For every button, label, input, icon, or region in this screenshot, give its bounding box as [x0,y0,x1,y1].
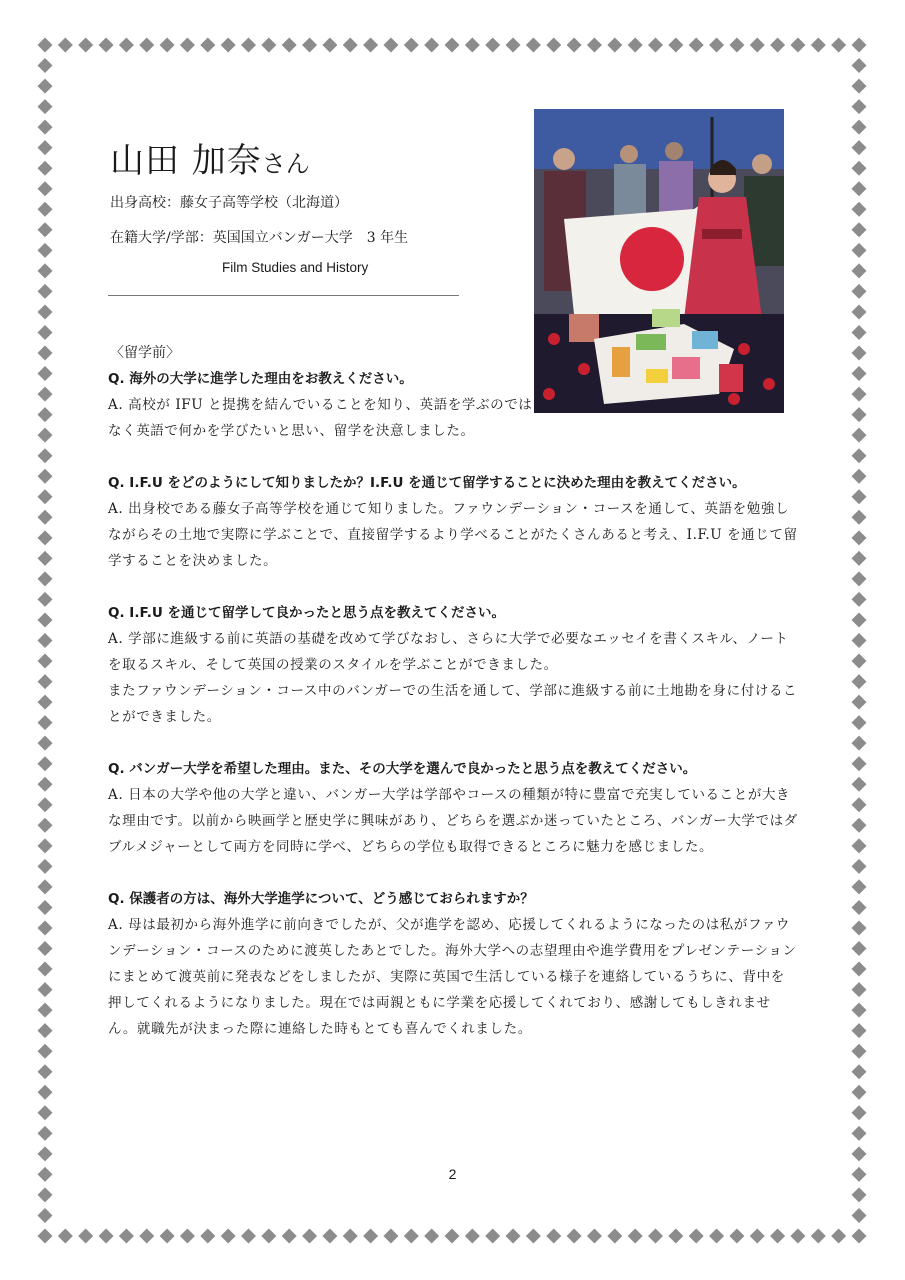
border-diamond [852,941,867,956]
border-diamond [38,222,53,237]
border-diamond [58,1229,73,1244]
border-diamond [852,161,867,176]
question-text: Q. 海外の大学に進学した理由をお教えください。 [108,371,413,387]
question-text: Q. I.F.U をどのようにして知りましたか？I.F.U を通じて留学することに決めた理由を教えてください。 [108,475,746,491]
border-diamond [424,38,439,53]
border-diamond [38,797,53,812]
question-text: Q. 保護者の方は、海外大学進学について、どう感じておられますか？ [108,891,534,907]
border-diamond [261,1229,276,1244]
border-diamond [852,838,867,853]
border-diamond [852,120,867,135]
border-diamond [852,428,867,443]
border-diamond [852,1003,867,1018]
border-diamond [668,38,683,53]
border-diamond [38,1064,53,1079]
border-diamond [38,387,53,402]
border-diamond [38,1003,53,1018]
border-diamond [241,38,256,53]
border-diamond [445,38,460,53]
border-diamond [38,838,53,853]
border-diamond [160,38,175,53]
border-diamond [343,1229,358,1244]
border-diamond [852,1044,867,1059]
border-diamond [852,1023,867,1038]
border-diamond [38,612,53,627]
border-diamond [38,1229,53,1244]
border-diamond [38,38,53,53]
answer-text-continued: またファウンデーション・コース中のバンガーでの生活を通して、学部に進級する前に土地勘を身に付けることができました。 [108,683,798,725]
border-diamond [852,407,867,422]
border-diamond [852,654,867,669]
interviewee-name-suffix: さん [261,150,310,178]
border-diamond [119,38,134,53]
border-diamond [852,962,867,977]
border-diamond [119,1229,134,1244]
border-diamond [38,99,53,114]
border-diamond [78,38,93,53]
border-diamond [322,38,337,53]
border-diamond [99,1229,114,1244]
border-diamond [852,448,867,463]
border-diamond [852,920,867,935]
border-diamond [852,325,867,340]
border-diamond [852,879,867,894]
border-diamond [770,38,785,53]
border-diamond [790,1229,805,1244]
border-diamond [852,1187,867,1202]
border-diamond [404,1229,419,1244]
answer-text: A. 出身校である藤女子高等学校を通じて知りました。ファウンデーション・コースを通して、英語を勉強しながらその土地で実際に学ぶことで、直接留学するより学べることがたくさんあると考え、I.F.U を通じて留学することを決めました。 [108,501,798,569]
border-diamond [852,366,867,381]
border-diamond [282,1229,297,1244]
border-diamond [200,38,215,53]
border-diamond [852,222,867,237]
border-diamond [852,1208,867,1223]
border-diamond [282,38,297,53]
border-diamond [831,38,846,53]
border-diamond [546,1229,561,1244]
border-diamond [567,1229,582,1244]
border-diamond [607,1229,622,1244]
border-diamond [180,38,195,53]
border-diamond [852,1105,867,1120]
border-diamond [852,530,867,545]
border-diamond [852,99,867,114]
border-diamond [852,859,867,874]
border-diamond [38,920,53,935]
border-diamond [363,38,378,53]
border-diamond [852,736,867,751]
border-diamond [38,592,53,607]
border-diamond [526,38,541,53]
border-diamond [38,161,53,176]
border-diamond [38,1085,53,1100]
border-diamond [38,695,53,710]
border-diamond [383,38,398,53]
border-diamond [852,818,867,833]
border-diamond [38,962,53,977]
border-diamond [852,571,867,586]
answer-text: A. 学部に進級する前に英語の基礎を改めて学びなおし、さらに大学で必要なエッセイを書くスキル、ノートを取るスキル、そして英国の授業のスタイルを学ぶことができました。 [108,631,789,673]
border-diamond [852,1146,867,1161]
border-diamond [852,1126,867,1141]
border-diamond [648,38,663,53]
border-diamond [38,325,53,340]
border-diamond [343,38,358,53]
border-diamond [139,1229,154,1244]
qa-item [108,600,798,730]
border-diamond [139,38,154,53]
border-diamond [38,736,53,751]
border-diamond [852,633,867,648]
profile-course: Film Studies and History [222,260,369,275]
border-diamond [38,571,53,586]
qa-item [108,756,798,860]
border-diamond [38,284,53,299]
border-diamond [38,715,53,730]
border-diamond [38,1187,53,1202]
border-diamond [506,1229,521,1244]
border-diamond [750,1229,765,1244]
answer-text: A. 高校が IFU と提携を結んでいることを知り、英語を学ぶのではなく英語で何かを学びたいと思い、留学を決意しました。 [108,397,533,439]
border-diamond [78,1229,93,1244]
border-diamond [38,120,53,135]
border-diamond [628,38,643,53]
border-diamond [38,1023,53,1038]
border-diamond [38,448,53,463]
border-diamond [852,592,867,607]
border-diamond [38,551,53,566]
border-diamond [38,633,53,648]
border-diamond [729,1229,744,1244]
border-diamond [221,1229,236,1244]
border-diamond [302,1229,317,1244]
border-diamond [831,1229,846,1244]
border-diamond [852,202,867,217]
question-text: Q. バンガー大学を希望した理由。また、その大学を選んで良かったと思う点を教えてください。 [108,761,697,777]
border-diamond [302,38,317,53]
section-before-heading: 〈留学前〉 [110,345,180,361]
border-diamond [465,38,480,53]
border-diamond [485,38,500,53]
border-diamond [852,1064,867,1079]
border-diamond [38,1208,53,1223]
border-diamond [852,797,867,812]
answer-text: A. 日本の大学や他の大学と違い、バンガー大学は学部やコースの種類が特に豊富で充実していることが大きな理由です。以前から映画学と歴史学に興味があり、どちらを選ぶか迷っていたところ、バンガー大学ではダブルメジャーとして両方を同時に学べ、どちらの学位も取得できるところに魅力を感じました。 [108,787,798,855]
border-diamond [607,38,622,53]
qa-item [108,366,798,444]
border-diamond [38,407,53,422]
question-text: Q. I.F.U を通じて留学して良かったと思う点を教えてください。 [108,605,505,621]
border-diamond [200,1229,215,1244]
border-diamond [811,1229,826,1244]
border-diamond [363,1229,378,1244]
border-diamond [689,1229,704,1244]
border-diamond [38,181,53,196]
border-diamond [852,777,867,792]
border-diamond [852,1229,867,1244]
border-diamond [852,469,867,484]
border-diamond [38,428,53,443]
qa-item [108,886,798,1042]
border-diamond [709,1229,724,1244]
border-diamond [445,1229,460,1244]
qa-item [108,470,798,574]
border-diamond [485,1229,500,1244]
border-diamond [852,551,867,566]
border-diamond [38,941,53,956]
border-diamond [852,58,867,73]
border-diamond [770,1229,785,1244]
profile-university: 在籍大学/学部：英国国立バンガー大学 3 年生 [110,230,409,246]
border-diamond [38,1105,53,1120]
border-diamond [852,263,867,278]
border-diamond [38,202,53,217]
border-diamond [38,982,53,997]
border-diamond [668,1229,683,1244]
border-diamond [38,530,53,545]
border-diamond [38,346,53,361]
border-diamond [38,859,53,874]
border-diamond [160,1229,175,1244]
border-diamond [38,756,53,771]
border-diamond [38,1044,53,1059]
border-diamond [241,1229,256,1244]
border-diamond [852,510,867,525]
border-diamond [852,346,867,361]
border-diamond [38,140,53,155]
border-diamond [587,1229,602,1244]
border-diamond [38,469,53,484]
border-diamond [38,654,53,669]
border-diamond [180,1229,195,1244]
border-diamond [852,38,867,53]
page-number: 2 [448,1166,457,1182]
border-diamond [852,715,867,730]
header-divider [108,295,459,296]
border-diamond [811,38,826,53]
border-diamond [38,818,53,833]
interviewee-name [110,138,310,184]
border-diamond [322,1229,337,1244]
border-diamond [38,674,53,689]
border-diamond [38,79,53,94]
border-diamond [38,243,53,258]
border-diamond [38,304,53,319]
border-diamond [465,1229,480,1244]
border-diamond [38,489,53,504]
border-diamond [58,38,73,53]
border-diamond [38,1146,53,1161]
border-diamond [383,1229,398,1244]
border-diamond [750,38,765,53]
border-diamond [38,1126,53,1141]
border-diamond [852,900,867,915]
border-diamond [506,38,521,53]
border-diamond [852,304,867,319]
border-diamond [38,263,53,278]
border-diamond [221,38,236,53]
border-diamond [852,140,867,155]
border-diamond [709,38,724,53]
border-diamond [648,1229,663,1244]
border-diamond [852,982,867,997]
border-diamond [852,756,867,771]
interview-body [108,340,798,1042]
border-diamond [38,510,53,525]
profile-school: 出身高校：藤女子高等学校（北海道） [110,195,348,211]
border-diamond [852,387,867,402]
border-diamond [38,58,53,73]
border-diamond [38,879,53,894]
border-diamond [852,695,867,710]
border-diamond [689,38,704,53]
answer-text: A. 母は最初から海外進学に前向きでしたが、父が進学を認め、応援してくれるようになったのは私がファウンデーション・コースのために渡英したあとでした。海外大学への志望理由や進学費用をプレゼンテーションにまとめて渡英前に発表などをしましたが、実際に英国で生活している様子を連絡しているうちに、背中を押してくれるようになりました。現在では両親ともに学業を応援してくれており、感謝してもしきれません。就職先が決まった際に連絡した時もとても喜んでくれました。 [108,917,797,1037]
border-diamond [38,777,53,792]
border-diamond [567,38,582,53]
border-diamond [424,1229,439,1244]
border-diamond [99,38,114,53]
border-diamond [852,489,867,504]
border-diamond [628,1229,643,1244]
border-diamond [38,900,53,915]
interviewee-name-family: 山田 加奈 [110,141,262,181]
border-diamond [852,181,867,196]
border-diamond [38,366,53,381]
border-diamond [852,284,867,299]
border-diamond [852,1085,867,1100]
border-diamond [852,612,867,627]
border-diamond [852,243,867,258]
border-diamond [546,38,561,53]
border-diamond [852,674,867,689]
border-diamond [261,38,276,53]
border-diamond [852,79,867,94]
border-diamond [526,1229,541,1244]
border-diamond [404,38,419,53]
border-diamond [790,38,805,53]
border-diamond [729,38,744,53]
border-diamond [587,38,602,53]
